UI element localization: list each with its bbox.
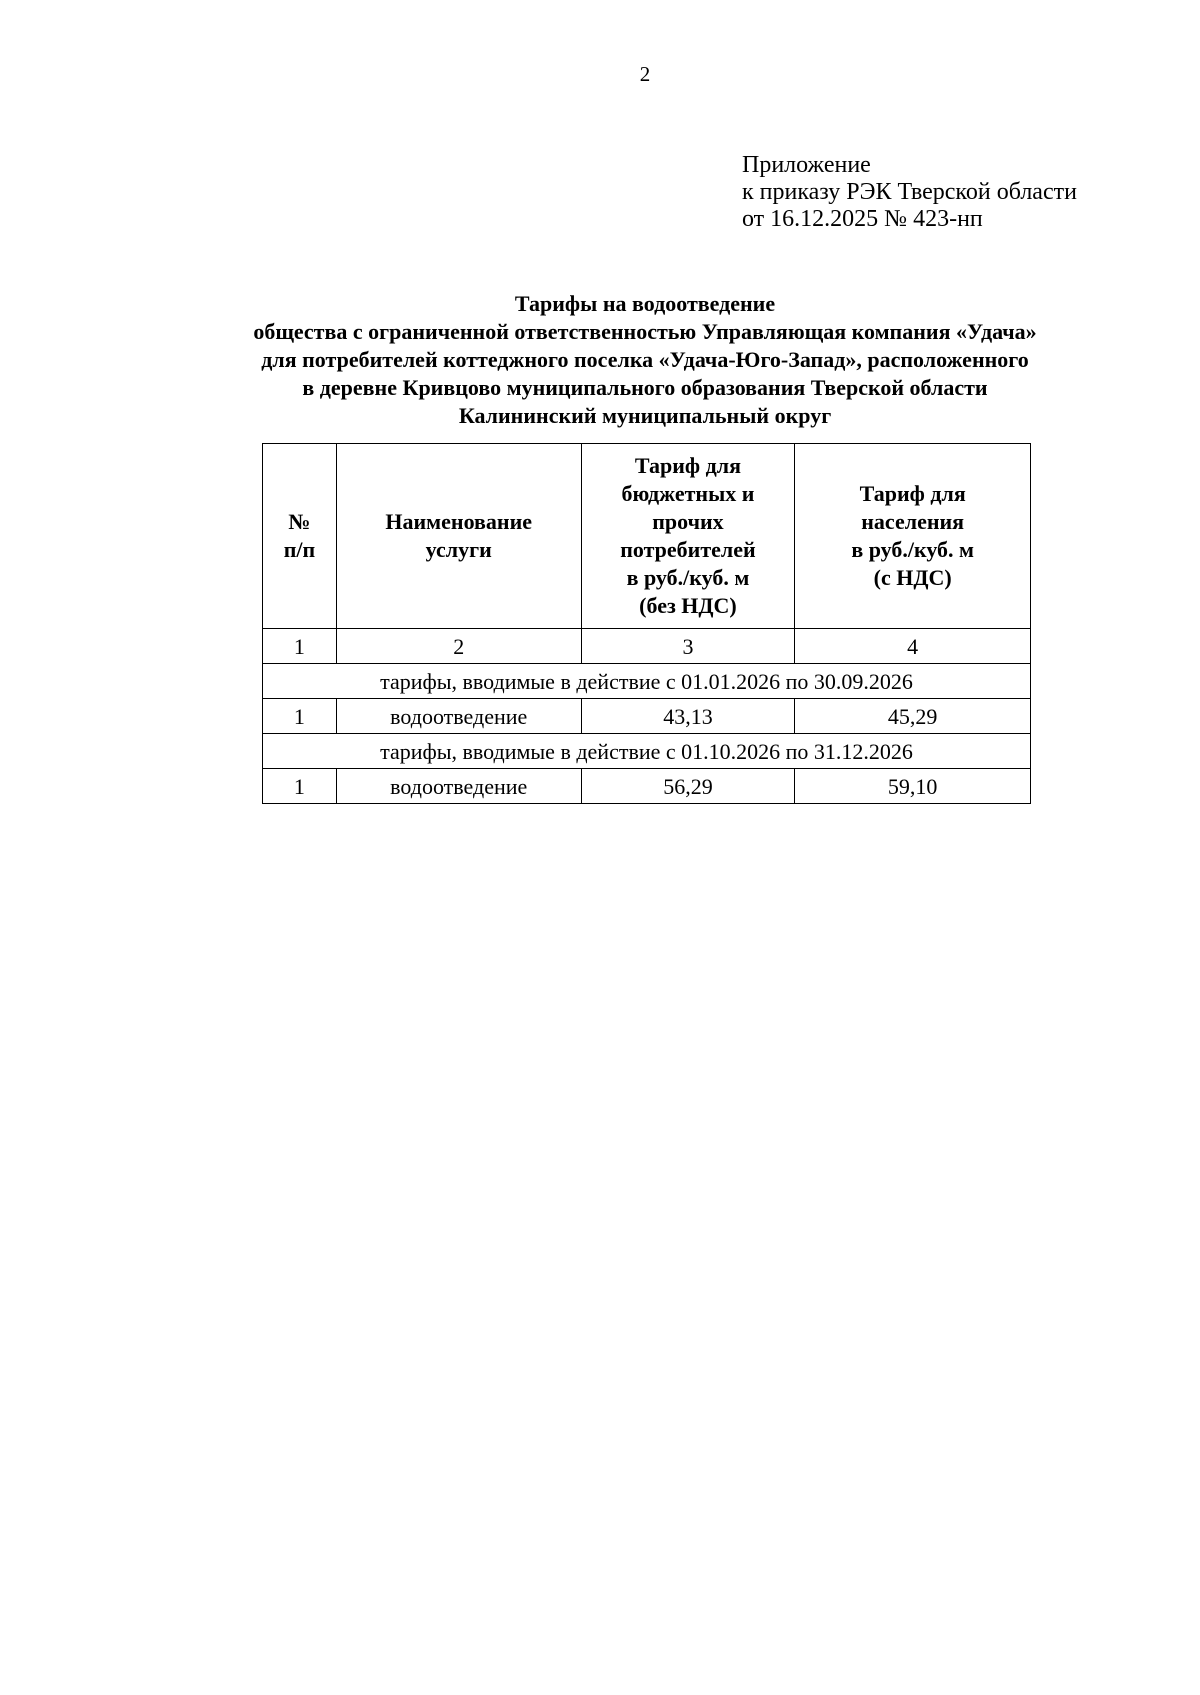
tariffs-table: [262, 443, 1031, 804]
title-line: Калининский муниципальный округ: [458, 403, 832, 428]
row-service: водоотведение: [336, 699, 581, 734]
column-number: 4: [795, 629, 1031, 664]
appendix-line: от 16.12.2025 № 423-нп: [742, 206, 983, 232]
column-number: 2: [336, 629, 581, 664]
column-number: 3: [581, 629, 795, 664]
title-line: Тарифы на водоотведение: [514, 291, 776, 316]
page-number: 2: [639, 62, 651, 86]
row-number: 1: [263, 699, 337, 734]
title-line: для потребителей коттеджного поселка «Удача-Юго-Запад», расположенного: [261, 347, 1029, 372]
row-number: 1: [263, 769, 337, 804]
appendix-line: к приказу РЭК Тверской области: [742, 179, 1077, 205]
row-tariff-population: 59,10: [795, 769, 1031, 804]
period-row: [263, 734, 1031, 769]
table-row: [263, 769, 1031, 804]
column-numbers-row: [263, 629, 1031, 664]
appendix-line: Приложение: [742, 152, 871, 178]
document-title: [0, 290, 1200, 430]
column-number: 1: [263, 629, 337, 664]
row-tariff-budget: 43,13: [581, 699, 795, 734]
table-header-row: [263, 444, 1031, 629]
title-line: в деревне Кривцово муниципального образования Тверской области: [302, 375, 988, 400]
table-row: [263, 699, 1031, 734]
header-number: № п/п: [263, 444, 337, 629]
title-line: общества с ограниченной ответственностью Управляющая компания «Удача»: [253, 319, 1037, 344]
header-tariff-population: Тариф для населения в руб./куб. м (с НДС): [795, 444, 1031, 629]
row-tariff-budget: 56,29: [581, 769, 795, 804]
row-service: водоотведение: [336, 769, 581, 804]
header-service-name: Наименование услуги: [336, 444, 581, 629]
appendix-block: [742, 152, 1077, 233]
row-tariff-population: 45,29: [795, 699, 1031, 734]
period-row: [263, 664, 1031, 699]
period-label: тарифы, вводимые в действие с 01.10.2026 по 31.12.2026: [263, 734, 1031, 769]
header-tariff-budget: Тариф для бюджетных и прочих потребителей в руб./куб. м (без НДС): [581, 444, 795, 629]
period-label: тарифы, вводимые в действие с 01.01.2026 по 30.09.2026: [263, 664, 1031, 699]
